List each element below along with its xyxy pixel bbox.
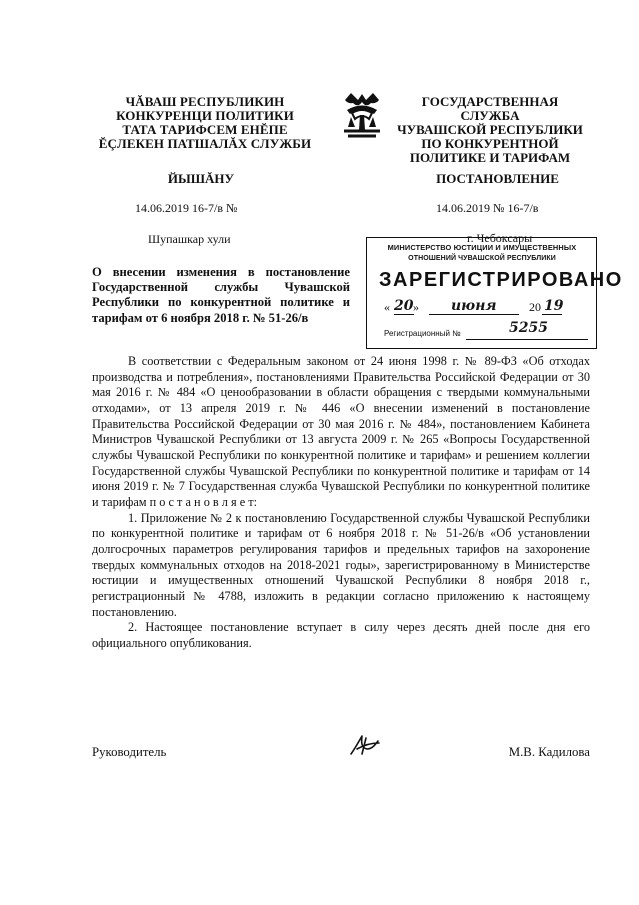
stamp-year-suffix: 19 [544, 298, 564, 314]
stamp-date-close-quote: » [413, 300, 419, 314]
date-right: 14.06.2019 № 16-7/в [436, 201, 539, 215]
city-right: г. Чебоксары [467, 231, 533, 245]
chuvash-emblem-icon [340, 90, 384, 140]
body-paragraph-1: В соответствии с Федеральным законом от 24 июня 1998 г. № 89-ФЗ «Об отходах производства и потребления», постановлениями Правительства Российской Федерации от 30 мая 2016 г. № 484 «О ценообразовании в области обращения с твердыми коммунальными отходами», от 13 апреля 2019 г. № 446 «О внесении изменений в постановление Правительства Российской Федерации от 30 мая 2016 г. № 484», постановлением Кабинета Министров Чувашской Республики от 13 августа 2009 г. № 265 «Вопросы Государственной службы Чувашской Республики по конкурентной политике и тарифам» и решением коллегии Государственной службы Чувашской Республики по конкурентной политике и тарифам от 14 июня 2019 г. № 7 Государственная служба Чувашской Республики по конкурентной политике и тарифам п о с т а н о в л я е т: [92, 354, 590, 509]
header-left [86, 95, 324, 151]
stamp-date-open-quote: « [384, 300, 390, 314]
header-left-line-1: ЧĂВАШ РЕСПУБЛИКИН [125, 94, 285, 109]
document-body [92, 354, 590, 651]
stamp-day-line [394, 314, 414, 315]
stamp-registration-label: Регистрационный № [384, 329, 461, 338]
signature-icon [344, 733, 384, 758]
body-paragraph-3: 2. Настоящее постановление вступает в силу через десять дней после дня его официального опубликования. [92, 620, 590, 650]
header-left-line-4: ĔÇЛЕКЕН ПАТШАЛĂХ СЛУЖБИ [98, 136, 312, 151]
document-title: О внесении изменения в постановление Государственной службы Чувашской Республики по конкурентной политике и тарифам от 6 ноября 2018 г. № 51-26/в [92, 265, 350, 325]
stamp-year-prefix: 20 [529, 300, 541, 314]
stamp-header-line-2: ОТНОШЕНИЙ ЧУВАШСКОЙ РЕСПУБЛИКИ [408, 255, 556, 262]
stamp-date [384, 299, 584, 317]
signature-name: М.В. Кадилова [508, 745, 590, 759]
header-right-line-1: ГОСУДАРСТВЕННАЯ СЛУЖБА [421, 94, 559, 123]
document-type-left: ЙЫШĂНУ [167, 171, 235, 186]
stamp-registration-line [466, 339, 588, 340]
stamp-year-line [542, 314, 562, 315]
date-left: 14.06.2019 16-7/в № [135, 201, 238, 215]
city-left: Шупашкар хули [148, 232, 231, 246]
stamp-registration-number: 5255 [509, 320, 548, 336]
header-right-line-2: ЧУВАШСКОЙ РЕСПУБЛИКИ [397, 122, 583, 137]
header-left-line-3: ТАТА ТАРИФСЕМ ЕНĔПЕ [122, 122, 288, 137]
body-paragraph-2: 1. Приложение № 2 к постановлению Государственной службы Чувашской Республики по конкурентной политике и тарифам от 6 ноября 2018 г. № 51-26/в «Об установлении долгосрочных параметров регулирования тарифов и предельных тарифов на захоронение твердых коммунальных отходов на 2018-2021 годы», зарегистрированному в Министерстве юстиции и имущественных отношений Чувашской Республики 8 ноября 2018 г., регистрационный № 4788, изложить в редакции согласно приложению к настоящему постановлению. [92, 510, 590, 619]
document-type-right: ПОСТАНОВЛЕНИЕ [436, 171, 559, 186]
registration-stamp [366, 237, 623, 349]
stamp-header-line-1: МИНИСТЕРСТВО ЮСТИЦИИ И ИМУЩЕСТВЕННЫХ [387, 243, 577, 252]
stamp-day: 20 [394, 298, 414, 314]
stamp-registration [384, 320, 584, 344]
header-right [392, 95, 588, 165]
header-right-line-4: ПОЛИТИКЕ И ТАРИФАМ [409, 150, 571, 165]
signature-position: Руководитель [92, 745, 167, 759]
stamp-title: ЗАРЕГИСТРИРОВАНО [379, 269, 623, 291]
stamp-month: июня [451, 298, 497, 314]
stamp-month-line [429, 314, 519, 315]
header-left-line-2: КОНКУРЕНЦИ ПОЛИТИКИ [116, 108, 294, 123]
header-right-line-3: ПО КОНКУРЕНТНОЙ [421, 136, 559, 151]
